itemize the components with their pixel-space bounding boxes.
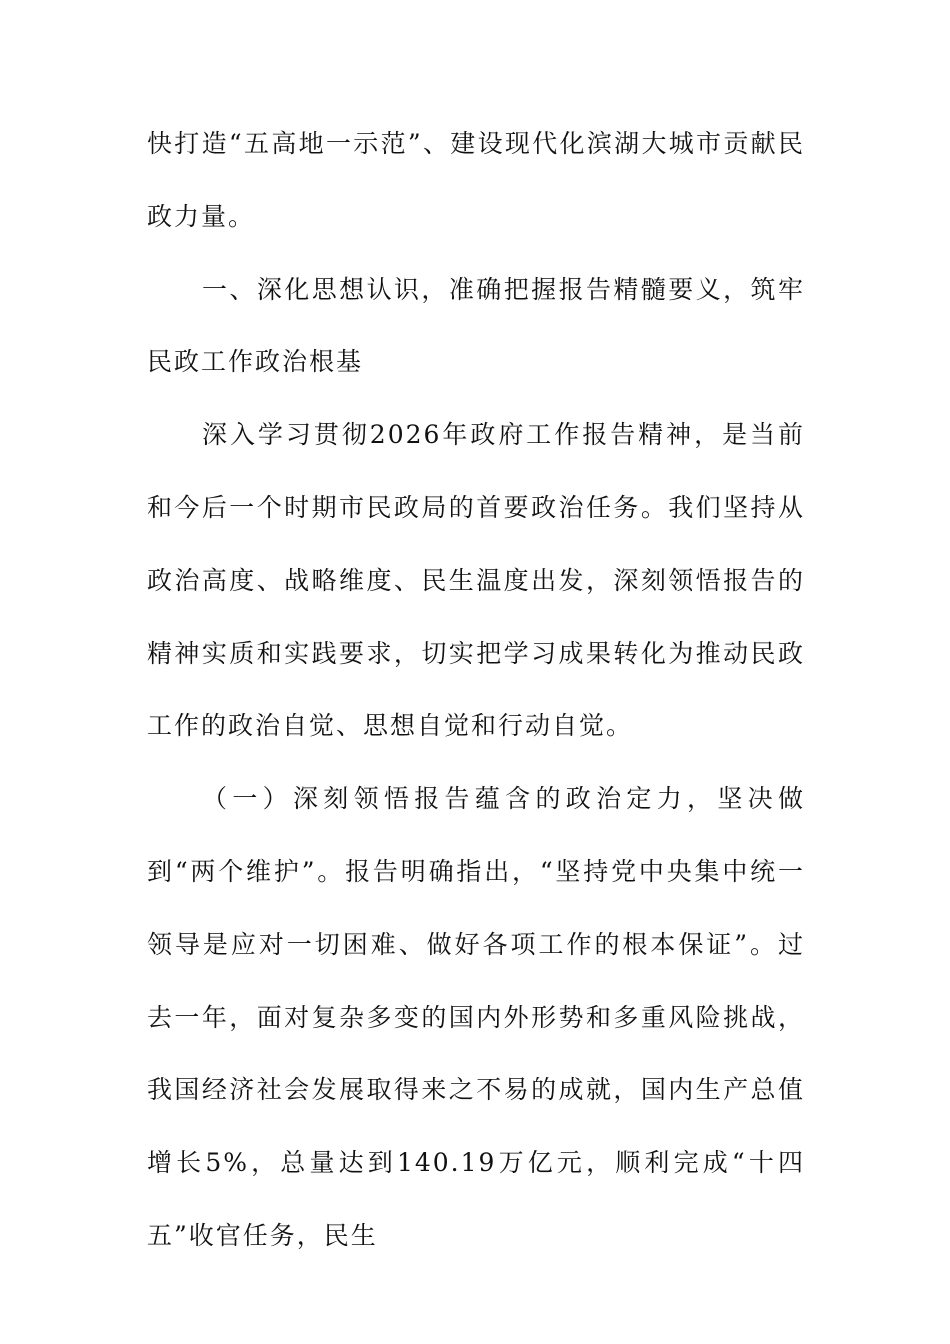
- document-body: [147, 108, 805, 1273]
- paragraph-continuation: 快打造“五高地一示范”、建设现代化滨湖大城市贡献民政力量。: [147, 129, 805, 231]
- section-heading: 一、深化思想认识，准确把握报告精髓要义，筑牢民政工作政治根基: [147, 274, 805, 377]
- paragraph-body: 深入学习贯彻2026年政府工作报告精神，是当前和今后一个时期市民政局的首要政治任务。我们坚持从政治高度、战略维度、民生温度出发，深刻领悟报告的精神实质和实践要求，切实把学习成果转化为推动民政工作的政治自觉、思想自觉和行动自觉。: [147, 420, 805, 741]
- paragraph-subsection: （一）深刻领悟报告蕴含的政治定力，坚决做到“两个维护”。报告明确指出，“坚持党中央集中统一领导是应对一切困难、做好各项工作的根本保证”。过去一年，面对复杂多变的国内外形势和多重风险挑战，我国经济社会发展取得来之不易的成就，国内生产总值增长5%，总量达到140.19万亿元，顺利完成“十四五”收官任务，民生: [147, 784, 805, 1250]
